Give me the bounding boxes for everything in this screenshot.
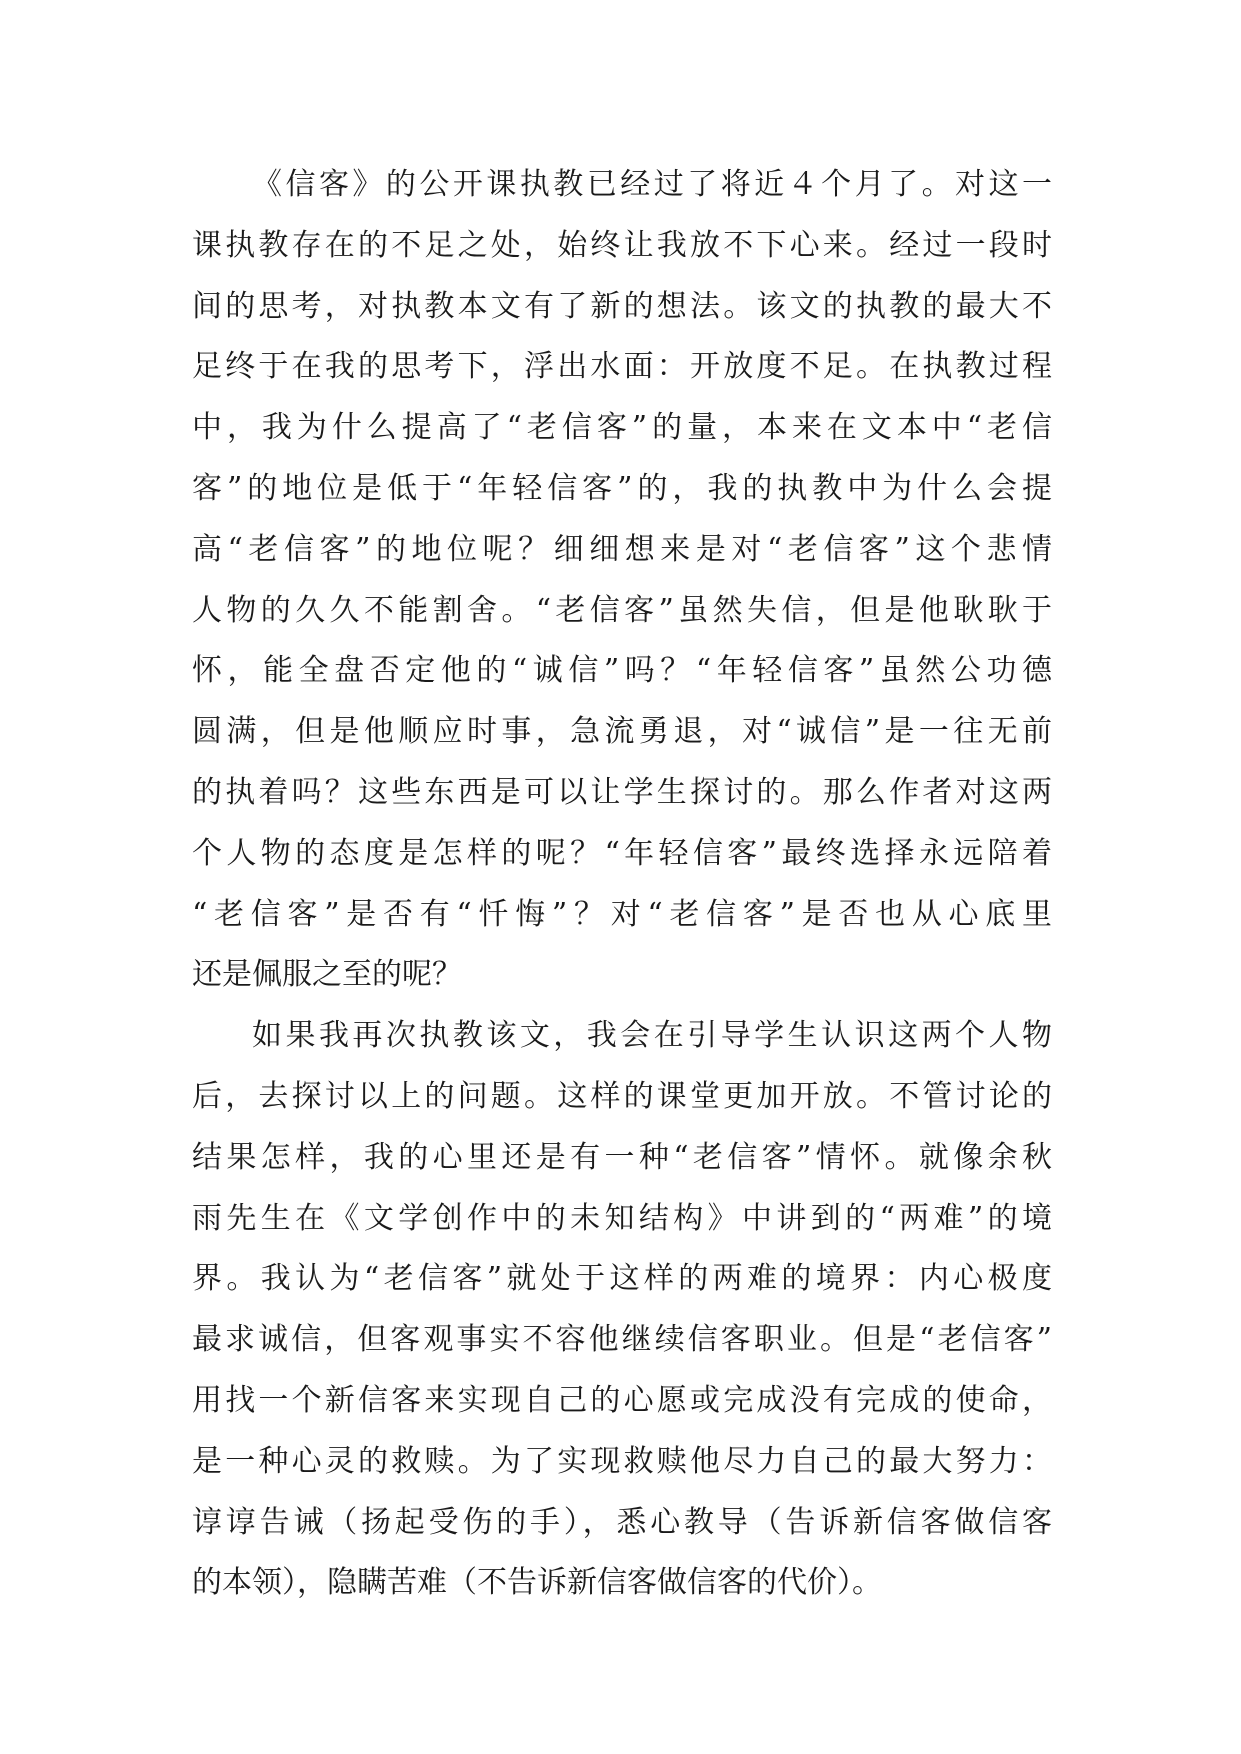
text-line: 人物的久久不能割舍。“老信客”虽然失信，但是他耿耿于 [192,592,1052,628]
text-line: 高“老信客”的地位呢？细细想来是对“老信客”这个悲情 [192,531,1052,567]
text-line: 中，我为什么提高了“老信客”的量，本来在文本中“老信 [192,410,1052,446]
text-line: 雨先生在《文学创作中的未知结构》中讲到的“两难”的境 [192,1200,1052,1236]
document-body [192,155,1052,1614]
text-line: 课执教存在的不足之处，始终让我放不下心来。经过一段时 [192,227,1052,263]
text-line: 后，去探讨以上的问题。这样的课堂更加开放。不管讨论的 [192,1078,1052,1114]
text-line: 是一种心灵的救赎。为了实现救赎他尽力自己的最大努力： [192,1443,1052,1479]
text-line: 间的思考，对执教本文有了新的想法。该文的执教的最大不 [192,288,1052,324]
text-line: 足终于在我的思考下，浮出水面：开放度不足。在执教过程 [192,349,1052,385]
text-line: 的执着吗？这些东西是可以让学生探讨的。那么作者对这两 [192,774,1052,810]
text-line: 结果怎样，我的心里还是有一种“老信客”情怀。就像余秋 [192,1139,1052,1175]
text-line: 最求诚信，但客观事实不容他继续信客职业。但是“老信客” [192,1322,1052,1358]
text-line: 的本领），隐瞒苦难（不告诉新信客做信客的代价）。 [192,1565,882,1601]
text-line: 圆满，但是他顺应时事，急流勇退，对“诚信”是一往无前 [192,714,1052,750]
text-line: “老信客”是否有“忏悔”？对“老信客”是否也从心底里 [192,896,1052,932]
paragraph-1 [192,155,1052,1006]
paragraph-2 [192,1006,1052,1614]
text-line: 界。我认为“老信客”就处于这样的两难的境界：内心极度 [192,1261,1052,1297]
text-line: 《信客》的公开课执教已经过了将近４个月了。对这一 [252,167,1052,202]
text-line: 个人物的态度是怎样的呢？“年轻信客”最终选择永远陪着 [192,835,1052,871]
text-line: 谆谆告诫（扬起受伤的手），悉心教导（告诉新信客做信客 [192,1504,1052,1540]
text-line: 用找一个新信客来实现自己的心愿或完成没有完成的使命， [192,1382,1052,1418]
text-line: 还是佩服之至的呢？ [192,957,462,993]
text-line: 如果我再次执教该文，我会在引导学生认识这两个人物 [252,1018,1052,1054]
text-line: 怀，能全盘否定他的“诚信”吗？“年轻信客”虽然公功德 [192,653,1052,689]
text-line: 客”的地位是低于“年轻信客”的，我的执教中为什么会提 [192,470,1052,506]
